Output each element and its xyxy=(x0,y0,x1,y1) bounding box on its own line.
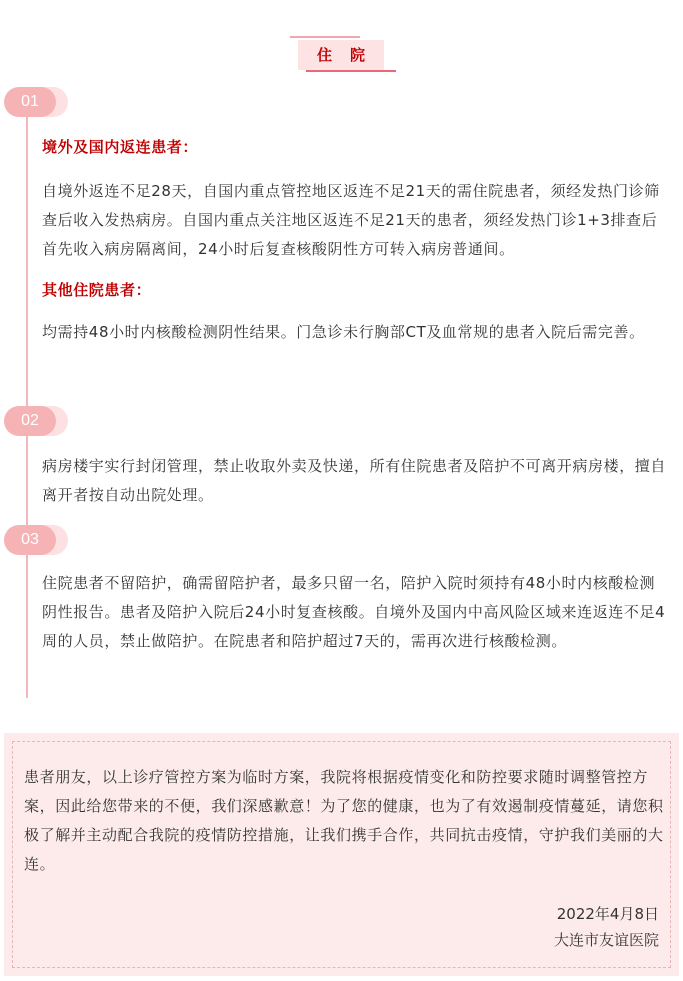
section-badge-02 xyxy=(4,406,64,436)
section-title xyxy=(286,36,396,72)
paragraph-escort-policy: 住院患者不留陪护，确需留陪护者，最多只留一名，陪护入院时须持有48小时内核酸检测阴性报告。患者及陪护入院后24小时复查核酸。自境外及国内中高风险区域来连返连不足4周的人员，禁止做陪护。在院患者和陪护超过7天的，需再次进行核酸检测。 xyxy=(42,574,666,650)
notice-hospital-name: 大连市友谊医院 xyxy=(553,931,659,949)
paragraph-ward-management: 病房楼宇实行封闭管理，禁止收取外卖及快递，所有住院患者及陪护不可离开病房楼，擅自离开者按自动出院处理。 xyxy=(42,457,667,504)
section-number: 03 xyxy=(4,525,56,555)
paragraph-other-patients: 均需持48小时内核酸检测阴性结果。门急诊未行胸部CT及血常规的患者入院后需完善。 xyxy=(42,323,645,341)
title-decor-line-bottom xyxy=(306,70,396,72)
section-number: 01 xyxy=(4,87,56,117)
notice-date: 2022年4月8日 xyxy=(556,905,659,923)
paragraph-overseas-patients: 自境外返连不足28天，自国内重点管控地区返连不足21天的需住院患者，须经发热门诊筛查后收入发热病房。自国内重点关注地区返连不足21天的患者，须经发热门诊1+3排查后首先收入病房隔离间，24小时后复查核酸阴性方可转入病房普通间。 xyxy=(42,182,660,258)
title-decor-line-top xyxy=(290,36,360,38)
section-number: 02 xyxy=(4,406,56,436)
subhead-overseas-patients: 境外及国内返连患者： xyxy=(42,138,199,156)
subhead-other-patients: 其他住院患者： xyxy=(42,281,152,299)
section-badge-03 xyxy=(4,525,64,555)
notice-text: 患者朋友，以上诊疗管控方案为临时方案，我院将根据疫情变化和防控要求随时调整管控方案，因此给您带来的不便，我们深感歉意！为了您的健康，也为了有效遏制疫情蔓延，请您积极了解并主动配合我院的疫情防控措施，让我们携手合作，共同抗击疫情，守护我们美丽的大连。 xyxy=(24,768,664,873)
section-badge-01 xyxy=(4,87,64,117)
notice-box xyxy=(4,733,679,976)
page-title: 住院 xyxy=(298,40,384,70)
timeline-line xyxy=(26,100,28,698)
